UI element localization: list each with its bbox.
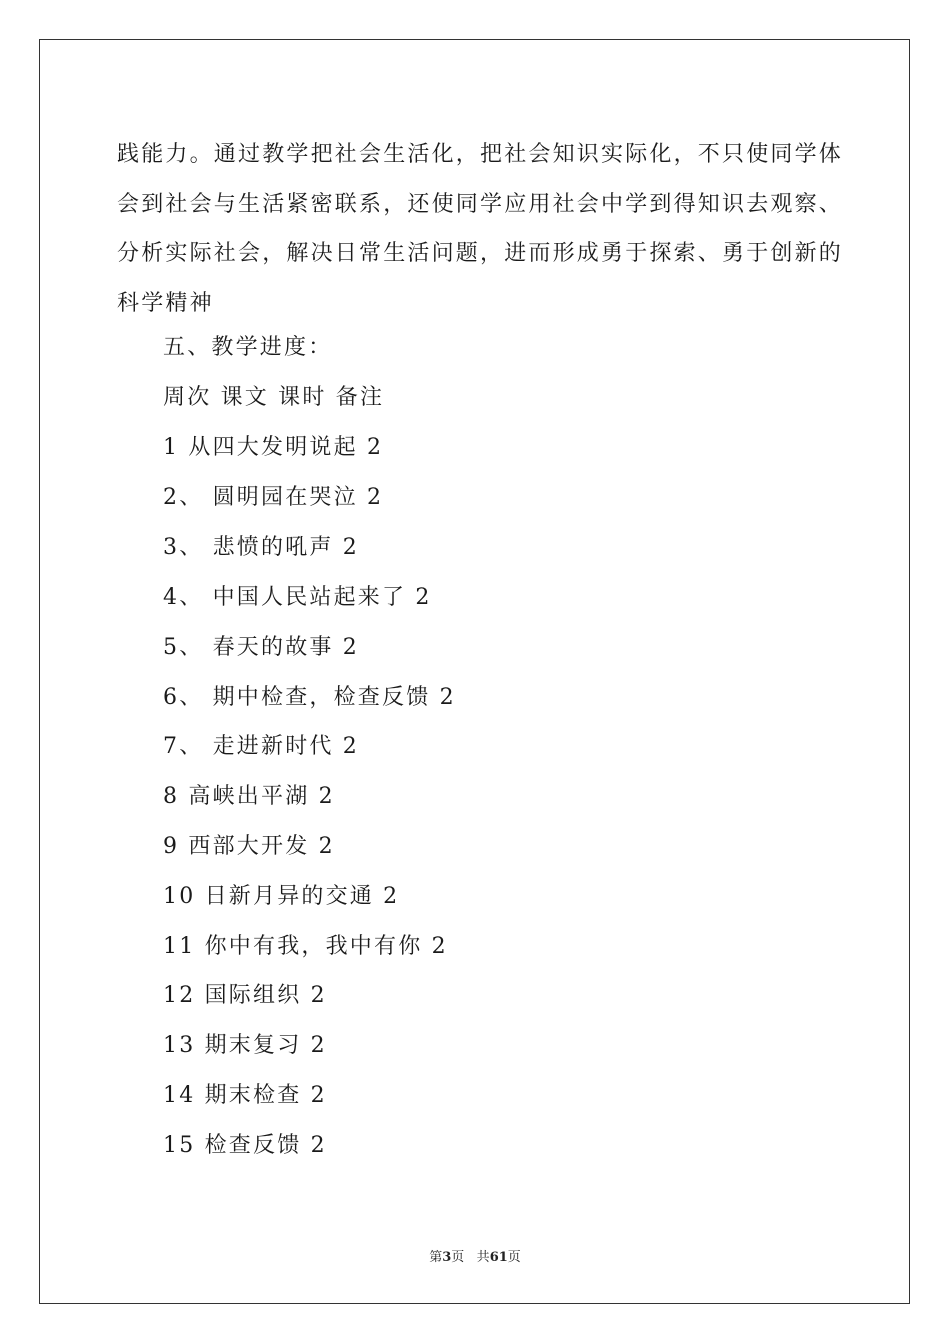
paragraph-line: 会到社会与生活紧密联系，还使同学应用社会中学到得知识去观察、 [117,191,844,217]
schedule-row: 6、 期中检查，检查反馈 2 [163,685,456,710]
section-heading: 五、教学进度： [163,335,333,360]
schedule-row: 11 你中有我，我中有你 2 [163,934,448,959]
schedule-row: 10 日新月异的交通 2 [163,884,400,909]
footer-total-prefix: 共 [476,1250,490,1265]
schedule-row: 15 检查反馈 2 [163,1133,327,1158]
schedule-row: 1 从四大发明说起 2 [163,435,384,460]
footer-total-pages: 61 [489,1250,508,1265]
schedule-row: 13 期末复习 2 [163,1033,327,1058]
schedule-row: 8 高峡出平湖 2 [163,784,335,809]
schedule-row: 3、 悲愤的吼声 2 [163,535,359,560]
schedule-row: 12 国际组织 2 [163,983,327,1008]
paragraph-line: 践能力。通过教学把社会生活化，把社会知识实际化，不只使同学体 [117,142,844,167]
paragraph-line: 分析实际社会，解决日常生活问题，进而形成勇于探索、勇于创新的 [117,241,844,266]
schedule-row: 7、 走进新时代 2 [163,734,359,759]
schedule-row: 9 西部大开发 2 [163,834,335,859]
schedule-row: 5、 春天的故事 2 [163,635,359,660]
footer-page-suffix: 页 [451,1250,465,1265]
schedule-row: 14 期末检查 2 [163,1083,327,1108]
schedule-header: 周次 课文 课时 备注 [163,385,385,410]
paragraph-line: 科学精神 [117,290,214,316]
page-footer [0,1246,950,1265]
footer-page-number: 3 [442,1250,452,1265]
footer-page-prefix: 第 [429,1250,443,1265]
footer-total-suffix: 页 [507,1250,521,1265]
body-paragraph [117,130,844,328]
schedule-row: 4、 中国人民站起来了 2 [163,585,432,610]
schedule-row: 2、 圆明园在哭泣 2 [163,485,384,510]
